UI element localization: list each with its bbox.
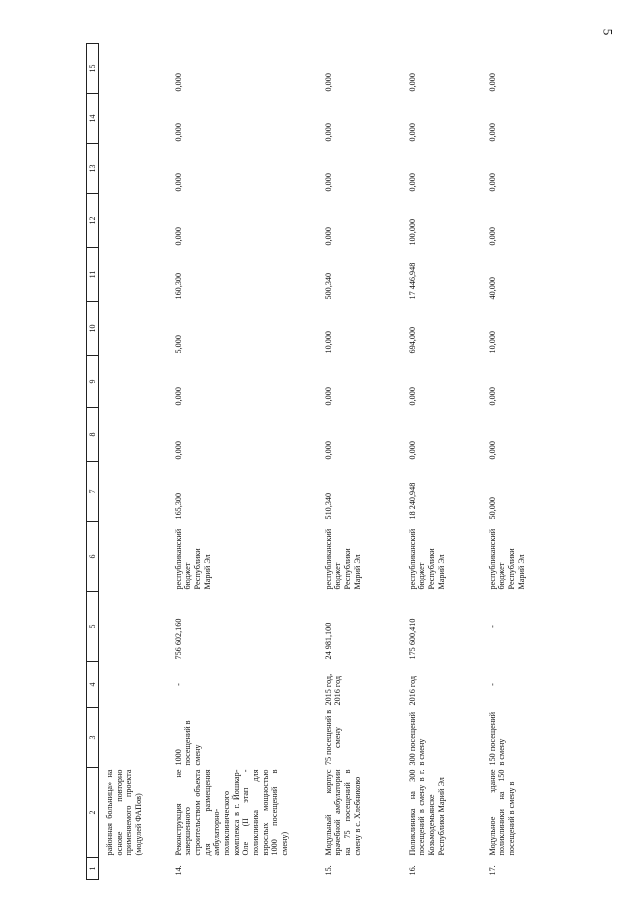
row-number: 16. — [407, 865, 417, 876]
value-cell: 0,000 — [487, 173, 497, 192]
value-cell: 160,300 — [173, 272, 183, 300]
value-cell: 0,000 — [173, 173, 183, 192]
object-name: Реконструкция не завершенного строительством объекта для размещения амбулаторно-поликлинического комплекса в г. Йошкар-Оле (II этап - поликлиника для взрослых мощностью 1000 посещений в смену) — [173, 769, 289, 856]
value-cell — [99, 408, 171, 462]
value-cell: 10,000 — [487, 330, 497, 354]
source — [99, 522, 171, 592]
value-cell: 0,000 — [173, 227, 183, 246]
value-cell: 0,000 — [487, 227, 497, 246]
col-header: 12 — [87, 194, 99, 248]
col-header: 14 — [87, 94, 99, 144]
value-cell — [99, 356, 171, 408]
object-name: Модульный корпус врачебной амбулатории на 75 посещений в смену в с. Хлебниково — [323, 769, 362, 856]
period: 2015 год, 2016 год — [323, 673, 343, 706]
row-number: 14. — [173, 865, 183, 876]
cost: 756 602,160 — [173, 618, 183, 660]
period — [99, 662, 171, 708]
table-row — [321, 44, 405, 880]
period: 2016 год — [407, 675, 417, 706]
value-cell: 0,000 — [173, 73, 183, 92]
value-cell: 5,000 — [173, 335, 183, 354]
source: республиканский бюджет Республики Марий Эл — [173, 528, 212, 590]
object-name: Поликлиника на 300 посещений в смену в г. Козьмодемьянске Республики Марий Эл — [407, 769, 446, 856]
value-cell: 694,000 — [407, 326, 417, 354]
value-cell: 0,000 — [487, 441, 497, 460]
header-row — [87, 44, 99, 880]
value-cell: 510,340 — [323, 492, 333, 520]
col-header: 4 — [87, 662, 99, 708]
value-cell: 0,000 — [323, 173, 333, 192]
period: - — [487, 683, 497, 686]
value-cell: 0,000 — [407, 123, 417, 142]
value-cell: 0,000 — [173, 123, 183, 142]
rotated-table-container — [86, 44, 542, 880]
row-number: 15. — [323, 865, 333, 876]
col-header: 5 — [87, 592, 99, 662]
value-cell — [99, 44, 171, 94]
col-header: 11 — [87, 248, 99, 302]
value-cell: 165,300 — [173, 492, 183, 520]
value-cell: 0,000 — [407, 173, 417, 192]
capacity: 300 посещений в смену — [407, 712, 427, 766]
col-header: 1 — [87, 858, 99, 880]
value-cell: 0,000 — [323, 441, 333, 460]
value-cell — [99, 194, 171, 248]
capacity: 75 посещений в смену — [323, 709, 343, 766]
object-name: Модульное здание поликлиники на 150 посещений в смену в — [487, 769, 516, 856]
col-header: 7 — [87, 462, 99, 522]
value-cell: 0,000 — [173, 387, 183, 406]
table-row — [405, 44, 485, 880]
value-cell: 0,000 — [487, 387, 497, 406]
col-header: 2 — [87, 768, 99, 858]
value-cell — [99, 302, 171, 356]
value-cell: 0,000 — [407, 441, 417, 460]
value-cell: 0,000 — [173, 441, 183, 460]
cost: 24 981,100 — [323, 622, 333, 660]
value-cell — [99, 94, 171, 144]
table-row — [99, 44, 171, 880]
col-header: 8 — [87, 408, 99, 462]
value-cell: 0,000 — [487, 123, 497, 142]
source: республиканский бюджет Республики Марий Эл — [487, 528, 526, 590]
value-cell: 100,000 — [407, 218, 417, 246]
col-header: 13 — [87, 144, 99, 194]
col-header: 6 — [87, 522, 99, 592]
value-cell — [99, 144, 171, 194]
capacity — [99, 708, 171, 768]
value-cell: 50,000 — [487, 496, 497, 520]
value-cell: 0,000 — [407, 387, 417, 406]
col-header: 3 — [87, 708, 99, 768]
value-cell: 0,000 — [323, 73, 333, 92]
capacity: 1000 посещений в смену — [173, 720, 202, 766]
cost: 175 600,410 — [407, 618, 417, 660]
period: - — [173, 683, 183, 686]
row-number: 17. — [487, 865, 497, 876]
source: республиканский бюджет Республики Марий Эл — [407, 528, 446, 590]
value-cell: 40,000 — [487, 276, 497, 300]
value-cell: 0,000 — [407, 73, 417, 92]
value-cell: 18 240,948 — [407, 482, 417, 520]
value-cell — [99, 248, 171, 302]
col-header: 10 — [87, 302, 99, 356]
value-cell: 0,000 — [323, 123, 333, 142]
data-table — [86, 43, 545, 880]
page-number: 5 — [600, 28, 616, 36]
capacity: 150 посещений в смену — [487, 712, 507, 766]
value-cell: 0,000 — [487, 73, 497, 92]
table-row — [485, 44, 545, 880]
col-header: 15 — [87, 44, 99, 94]
value-cell: 17 446,948 — [407, 262, 417, 300]
cost: - — [487, 625, 497, 628]
table-row — [171, 44, 321, 880]
row-number — [99, 858, 171, 880]
value-cell: 0,000 — [323, 227, 333, 246]
object-name: районная больница» на основе повторно применяемого проекта (модулей ФАПов) — [105, 769, 144, 856]
source: республиканский бюджет Республики Марий Эл — [323, 528, 362, 590]
value-cell: 500,340 — [323, 272, 333, 300]
value-cell: 0,000 — [323, 387, 333, 406]
cost — [99, 592, 171, 662]
value-cell — [99, 462, 171, 522]
value-cell: 10,000 — [323, 330, 333, 354]
col-header: 9 — [87, 356, 99, 408]
